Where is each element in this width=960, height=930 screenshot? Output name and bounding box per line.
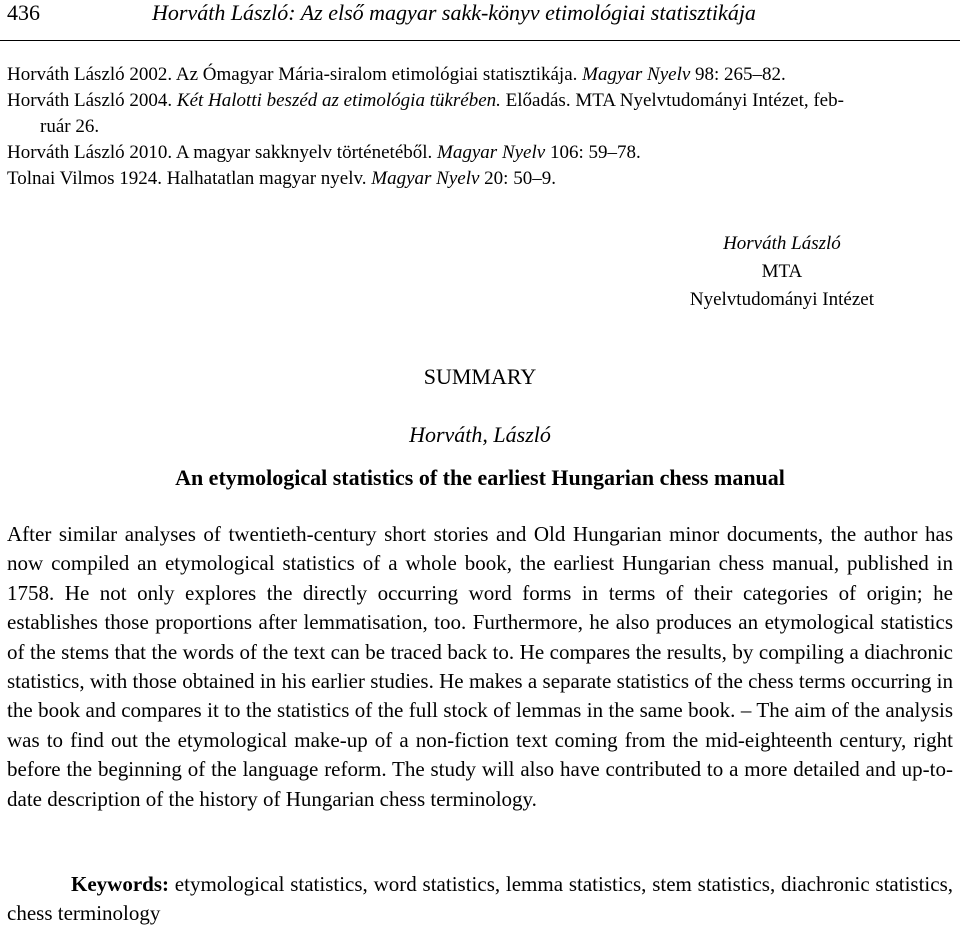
reference-pages: 98: 265–82. xyxy=(690,64,786,85)
reference-item xyxy=(7,140,953,166)
reference-text: Előadás. MTA Nyelvtudományi Intézet, feb- xyxy=(500,90,844,111)
author-affiliation xyxy=(690,230,874,314)
page-number: 436 xyxy=(7,0,40,25)
reference-pages: 20: 50–9. xyxy=(479,168,556,189)
reference-text: Horváth László 2010. A magyar sakknyelv történetéből. xyxy=(7,142,438,163)
institution-line: Nyelvtudományi Intézet xyxy=(689,289,874,310)
keywords xyxy=(7,870,953,928)
abstract-text: After similar analyses of twentieth-century short stories and Old Hungarian minor documents, the author has now compiled an etymological statistics of a whole book, the earliest Hungarian chess manual, published in 1758. He not only explores the directly occurring word forms in terms of their categories of origin; he establishes those proportions after lemmatisation, too. Furthermore, he also produces an etymological statistics of the stems that the words of the text can be traced back to. He compares the results, by compiling a diachronic statistics, with those obtained in his earlier studies. He makes a separate statistics of the chess terms occurring in the book and compares it to the statistics of the full stock of lemmas in the same book. – The aim of the analysis was to find out the etymological make-up of a non-fiction text coming from the mid-eighteenth century, right before the beginning of the language reform. The study will also have contributed to a more detailed and up-to-date description of the history of Hungarian chess terminology. xyxy=(7,522,953,811)
reference-text: Horváth László 2004. xyxy=(7,90,177,111)
reference-text: Horváth László 2002. Az Ómagyar Mária-siralom etimológiai statisztikája. xyxy=(7,64,583,85)
reference-text: Tolnai Vilmos 1924. Halhatatlan magyar nyelv. xyxy=(7,168,372,189)
reference-pages: 106: 59–78. xyxy=(545,142,641,163)
summary-heading: SUMMARY xyxy=(423,364,537,389)
page-header xyxy=(0,0,960,41)
journal-title: Magyar Nyelv xyxy=(371,168,480,189)
keywords-list: etymological statistics, word statistics, lemma statistics, stem statistics, diachronic statistics, chess terminology xyxy=(7,872,954,925)
reference-list xyxy=(7,62,953,192)
running-head: Horváth László: Az első magyar sakk-könyv etimológiai statisztikája xyxy=(152,0,756,25)
reference-item xyxy=(7,166,953,192)
reference-item xyxy=(7,62,953,88)
institution-line: MTA xyxy=(761,261,803,282)
lecture-title: Két Halotti beszéd az etimológia tükrében. xyxy=(176,90,501,111)
summary-author: Horváth, László xyxy=(409,422,551,447)
author-name: Horváth László xyxy=(723,233,841,254)
journal-title: Magyar Nyelv xyxy=(437,142,546,163)
summary-title: An etymological statistics of the earliest Hungarian chess manual xyxy=(175,465,785,490)
journal-title: Magyar Nyelv xyxy=(582,64,691,85)
reference-continuation: ruár 26. xyxy=(40,116,100,137)
keywords-label: Keywords: xyxy=(71,872,169,896)
reference-item xyxy=(7,88,953,140)
